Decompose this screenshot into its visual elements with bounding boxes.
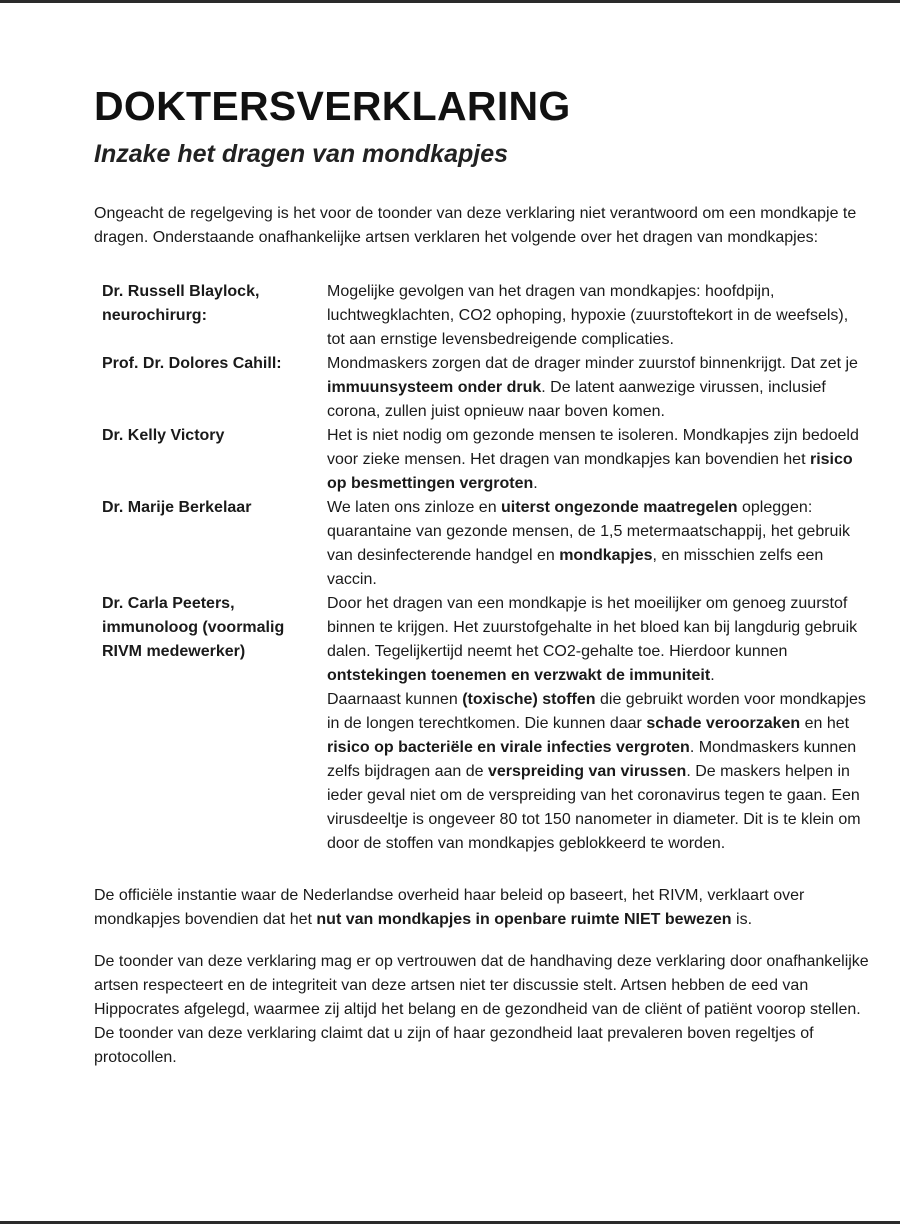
doctor-name [94,424,327,496]
text-run: die gebruikt worden voor mondkapjes in de longen terechtkomen. Die kunnen daar [327,691,866,732]
text-run: Mogelijke gevolgen van het dragen van mondkapjes: hoofdpijn, luchtwegklachten, CO2 ophoping, hypoxie (zuurstoftekort in de weefsels), tot aan ernstige levensbedreigende complicaties. [327,283,849,348]
emphasis-text: risico op bacteriële en virale infecties vergroten [327,739,690,756]
doctor-name-line: Dr. Kelly Victory [102,427,225,444]
closing-paragraph: De toonder van deze verklaring mag er op vertrouwen dat de handhaving deze verklaring door onafhankelijke artsen respecteert en de integriteit van deze artsen niet ter discussie stelt. Artsen hebben de eed van Hippocrates afgelegd, waarmee zij altijd het belang en de gezondheid van de cliënt of patiënt voorop stellen. De toonder van deze verklaring claimt dat u zijn of haar gezondheid laat prevaleren boven regeltjes of protocollen. [94,953,869,1066]
doctor-name [94,592,327,856]
text-run: is. [731,911,753,928]
emphasis-text: nut van mondkapjes in openbare ruimte NIET bewezen [316,911,732,928]
text-run: en het [800,715,850,732]
text-run: opleggen: quarantaine van gezonde mensen, de 1,5 metermaatschappij, het gebruik van desinfecterende handgel en [327,499,851,564]
text-run: Daarnaast kunnen [327,691,463,708]
doctor-name-line: Dr. Carla Peeters, [102,595,235,612]
doctor-statement [327,496,867,592]
statement-row [94,496,874,592]
doctor-statement [327,592,867,856]
emphasis-text: uiterst ongezonde maatregelen [501,499,738,516]
emphasis-text: mondkapjes [559,547,653,564]
text-run: . [533,475,538,492]
emphasis-text: ontstekingen toenemen en verzwakt de immuniteit [327,667,711,684]
emphasis-text: (toxische) stoffen [462,691,596,708]
document-title: DOKTERSVERKLARING [94,83,571,129]
text-run: . De maskers helpen in ieder geval niet om de verspreiding van het coronavirus tegen te gaan. Een virusdeeltje is ongeveer 80 tot 150 nanometer in diameter. Dit is te klein om door de stoffen van mondkapjes geblokkeerd te worden. [327,763,861,852]
text-run: Mondmaskers zorgen dat de drager minder zuurstof binnenkrijgt. Dat zet je [327,355,858,372]
doctor-name-line: Prof. Dr. Dolores Cahill: [102,355,282,372]
text-run: Door het dragen van een mondkapje is het moeilijker om genoeg zuurstof binnen te krijgen. Het zuurstofgehalte in het bloed kan bij langdurig gebruik dalen. Tegelijkertijd neemt het CO2-gehalte toe. Hierdoor kunnen [327,595,858,660]
statement-row [94,424,874,496]
text-run: Het is niet nodig om gezonde mensen te isoleren. Mondkapjes zijn bedoeld voor zieke mensen. Het dragen van mondkapjes kan bovendien het [327,427,859,468]
doctor-name [94,496,327,592]
text-run: . Mondmaskers kunnen zelfs bijdragen aan de [327,739,857,780]
doctor-name-line: RIVM medewerker) [102,643,246,660]
text-run: We laten ons zinloze en [327,499,502,516]
emphasis-text: risico op besmettingen vergroten [327,451,853,492]
emphasis-text: immuunsysteem onder druk [327,379,542,396]
emphasis-text: schade veroorzaken [646,715,801,732]
document-content [94,82,874,1070]
text-run: De officiële instantie waar de Nederlandse overheid haar beleid op baseert, het RIVM, verklaart over mondkapjes bovendien dat het [94,887,805,928]
doctor-name [94,352,327,424]
doctor-name-line: Dr. Russell Blaylock, [102,283,260,300]
intro-paragraph: Ongeacht de regelgeving is het voor de toonder van deze verklaring niet verantwoord om een mondkapje te dragen. Onderstaande onafhankelijke artsen verklaren het volgende over het dragen van mondkapjes: [94,205,857,246]
doctor-statements-table [94,280,874,856]
text-run: . [710,667,715,684]
doctor-statement [327,424,867,496]
top-border [0,0,900,3]
doctor-name-line: immunoloog (voormalig [102,619,285,636]
doctor-name-line: Dr. Marije Berkelaar [102,499,252,516]
doctor-statement [327,280,867,352]
document-subtitle: Inzake het dragen van mondkapjes [94,140,509,168]
doctor-statement [327,352,867,424]
emphasis-text: verspreiding van virussen [488,763,687,780]
text-run: . De latent aanwezige virussen, inclusief corona, zullen juist opnieuw naar boven komen. [327,379,826,420]
statement-row [94,280,874,352]
doctor-name-line: neurochirurg: [102,307,207,324]
rivm-paragraph [94,884,874,932]
text-run: , en misschien zelfs een vaccin. [327,547,824,588]
statement-row [94,592,874,856]
doctor-name [94,280,327,352]
statement-row [94,352,874,424]
